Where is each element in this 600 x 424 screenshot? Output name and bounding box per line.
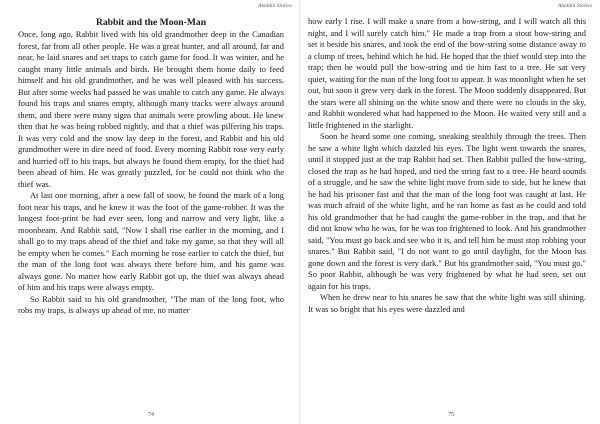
paragraph: When he drew near to his snares he saw that the white light was still shining. It was so bright that his eyes were dazzled and xyxy=(308,292,586,314)
right-page xyxy=(306,0,596,424)
left-page xyxy=(6,0,296,424)
paragraph: Once, long ago, Rabbit lived with his old grandmother deep in the Canadian forest, far from all other people. He was a great hunter, and all around, far and near, he laid snares and set traps to catch game for food. It was winter, and he caught many little animals and birds. He brought them home daily to feed himself and his old grandmother, and he was well pleased with his success. But after some weeks had passed he was unable to catch any game. He always found his traps and snares empty, although many tracks were always around them, and there were many signs that animals were prowling about. He knew then that he was being robbed nightly, and that a thief was pilfering his traps. It was very cold and the snow lay deep in the forest, and Rabbit and his old grandmother were in dire need of food. Every morning Rabbit rose very early and hurried off to his traps, but always he found them empty, for the thief had been ahead of him. He was greatly puzzled, for he could not think who the thief was. xyxy=(18,29,284,189)
paragraph: Soon he heard some one coming, sneaking stealthily through the trees. Then he saw a white light which dazzled his eyes. The light went towards the snares, until it stopped just at the trap Rabbit had set. Then Rabbit pulled the bow-string, closed the trap as he had hoped, and tied the string fast to a tree. He heard sounds of a struggle, and he saw the white light move from side to side, but he knew that he had his prisoner fast and that the man of the long foot was caught at last. He was much afraid of the white light, and he ran home as fast as he could and told his old grandmother that he had caught the game-robber in the trap, and that he did not know who he was, for he was too frightened to look. And his grandmother said, "You must go back and see who it is, and tell him he must stop robbing your snares." But Rabbit said, "I do not want to go until daylight, for the Moon has gone down and the forest is very dark." But his grandmother said, "You must go." So poor Rabbit, although he was very frightened by what he had seen, set out again for his traps. xyxy=(308,131,586,291)
right-page-body xyxy=(308,16,586,315)
running-head-left: Aladdin Stories xyxy=(257,3,292,9)
running-head-right: Aladdin Stories xyxy=(557,3,592,9)
page-number-right: 75 xyxy=(448,412,454,418)
left-page-body xyxy=(18,17,284,317)
book-gutter xyxy=(299,0,301,424)
paragraph: how early I rise. I will make a snare from a bow-string, and I will watch all this night, and I will surely catch him." He made a trap from a stout bow-string and set it beside his snares, and took the end of the bow-string some distance away to a clump of trees, behind which he hid. He hoped that the thief would step into the trap; then he would pull the bow-string and tie him fast to a tree. He sat very quiet, waiting for the man of the long foot to appear. It was moonlight when he set out, but soon it grew very dark in the forest. The Moon suddenly disappeared. But the stars were all shining on the white snow and there were no clouds in the sky, and Rabbit wondered what had happened to the Moon. He waited very still and a little frightened in the starlight. xyxy=(308,16,586,130)
paragraph: So Rabbit said to his old grandmother, "The man of the long foot, who robs my traps, is always up ahead of me, no matter xyxy=(18,293,284,315)
story-title: Rabbit and the Moon-Man xyxy=(95,17,207,28)
paragraph: At last one morning, after a new fall of snow, he found the mark of a long foot near his traps, and he knew it was the foot of the game-robber. It was the longest foot-print he had ever seen, long and narrow and very light, like a moonbeam. And Rabbit said, "Now I shall rise earlier in the morning, and I shall go to my traps ahead of the thief and take my game, so that they will all be empty when he comes." Each morning he rose earlier to catch the thief, but the man of the long foot was always there before him, and his game was always gone. No matter how early Rabbit got up, the thief was always ahead of him and his traps were always empty. xyxy=(18,190,284,292)
page-number-left: 74 xyxy=(148,412,154,418)
